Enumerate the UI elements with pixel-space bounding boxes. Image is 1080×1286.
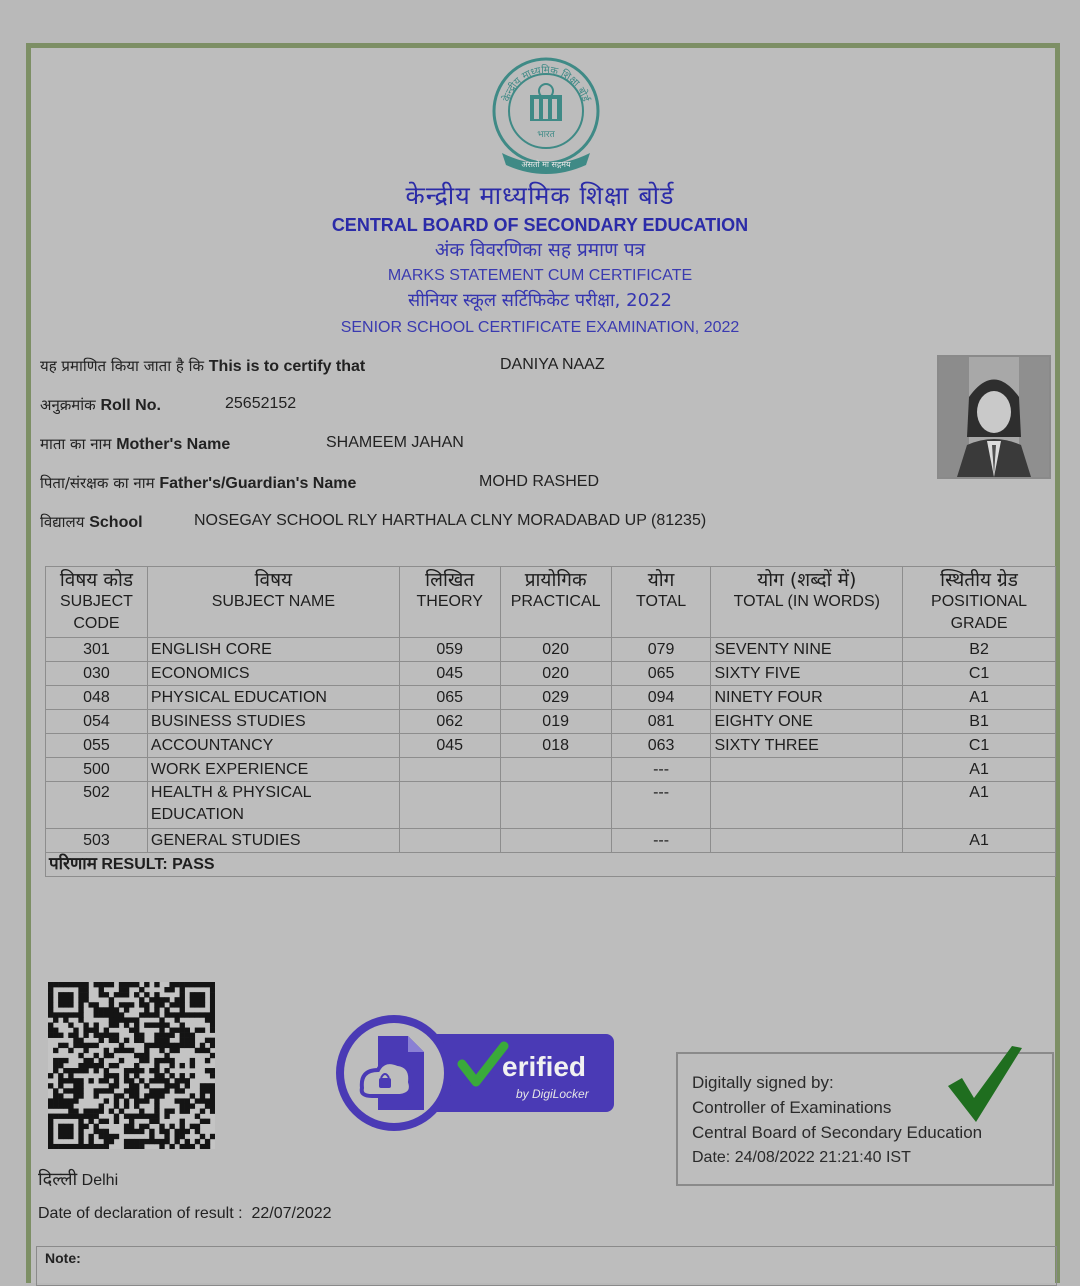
school-row — [40, 512, 707, 532]
theory-marks — [399, 758, 500, 782]
emblem-top-text: केन्द्रीय माध्यमिक शिक्षा बोर्ड — [501, 64, 591, 104]
mother-label-hindi: माता का नाम — [40, 435, 112, 453]
practical-marks — [500, 758, 611, 782]
total-marks: 063 — [611, 734, 711, 758]
father-name: MOHD RASHED — [479, 473, 600, 490]
result-label: RESULT: — [101, 856, 168, 873]
practical-marks: 019 — [500, 710, 611, 734]
practical-marks: 020 — [500, 638, 611, 662]
subject-code: 301 — [46, 638, 148, 662]
note-box — [36, 1246, 1057, 1286]
emblem-ribbon-text: असतो मा सद्गमय — [521, 160, 571, 169]
subject-name: ACCOUNTANCY — [147, 734, 399, 758]
total-marks: 094 — [611, 686, 711, 710]
table-row — [46, 758, 1056, 782]
marks-table — [45, 566, 1056, 877]
table-row — [46, 829, 1056, 853]
table-row — [46, 782, 1056, 829]
total-in-words: SIXTY THREE — [711, 734, 903, 758]
positional-grade: A1 — [903, 686, 1056, 710]
theory-marks: 065 — [399, 686, 500, 710]
table-row — [46, 638, 1056, 662]
result-row — [46, 853, 1056, 877]
signature-line-1: Digitally signed by: — [692, 1073, 834, 1092]
header-total: योग TOTAL — [611, 567, 711, 638]
subject-code: 055 — [46, 734, 148, 758]
practical-marks: 029 — [500, 686, 611, 710]
positional-grade: A1 — [903, 758, 1056, 782]
signature-line-2: Controller of Examinations — [692, 1098, 892, 1117]
emblem-center-text: भारत — [537, 130, 555, 140]
subject-code: 503 — [46, 829, 148, 853]
subject-name: GENERAL STUDIES — [147, 829, 399, 853]
signature-line-3: Central Board of Secondary Education — [692, 1123, 983, 1142]
subject-name: BUSINESS STUDIES — [147, 710, 399, 734]
theory-marks: 059 — [399, 638, 500, 662]
subject-code: 030 — [46, 662, 148, 686]
total-marks: --- — [611, 782, 711, 829]
roll-number: 25652152 — [225, 395, 297, 412]
certify-row — [40, 356, 605, 376]
table-row — [46, 734, 1056, 758]
subject-code: 054 — [46, 710, 148, 734]
father-label-hindi: पिता/संरक्षक का नाम — [40, 474, 155, 492]
positional-grade: C1 — [903, 734, 1056, 758]
roll-row — [40, 395, 297, 415]
mother-row — [40, 434, 464, 454]
board-name-english: CENTRAL BOARD OF SECONDARY EDUCATION — [331, 215, 749, 235]
student-name: DANIYA NAAZ — [500, 356, 605, 373]
total-in-words — [711, 758, 903, 782]
verified-text: erified — [502, 1051, 587, 1082]
header-theory: लिखित THEORY — [399, 567, 500, 638]
mother-name: SHAMEEM JAHAN — [326, 434, 464, 451]
total-marks: 079 — [611, 638, 711, 662]
total-in-words: EIGHTY ONE — [711, 710, 903, 734]
table-row — [46, 662, 1056, 686]
table-header-row — [46, 567, 1056, 638]
exam-title-english: SENIOR SCHOOL CERTIFICATE EXAMINATION, 2022 — [340, 319, 740, 336]
theory-marks: 045 — [399, 662, 500, 686]
cbse-emblem-icon — [490, 55, 602, 180]
roll-label-hindi: अनुक्रमांक — [40, 396, 96, 414]
document-title-english: MARKS STATEMENT CUM CERTIFICATE — [387, 267, 693, 284]
practical-marks — [500, 829, 611, 853]
board-name-hindi: केन्द्रीय माध्यमिक शिक्षा बोर्ड — [405, 181, 675, 210]
school-name: NOSEGAY SCHOOL RLY HARTHALA CLNY MORADABAD UP (81235) — [194, 512, 707, 529]
positional-grade: B1 — [903, 710, 1056, 734]
total-in-words — [711, 782, 903, 829]
total-in-words: SIXTY FIVE — [711, 662, 903, 686]
positional-grade: A1 — [903, 829, 1056, 853]
father-label-english: Father's/Guardian's Name — [159, 475, 357, 492]
subject-name: PHYSICAL EDUCATION — [147, 686, 399, 710]
subject-name: ENGLISH CORE — [147, 638, 399, 662]
header-practical: प्रायोगिक PRACTICAL — [500, 567, 611, 638]
result-cell — [46, 853, 1056, 877]
document-title-hindi: अंक विवरणिका सह प्रमाण पत्र — [434, 239, 646, 261]
subject-name: WORK EXPERIENCE — [147, 758, 399, 782]
father-row — [40, 473, 600, 493]
subject-code: 048 — [46, 686, 148, 710]
roll-label-english: Roll No. — [100, 397, 161, 414]
total-in-words — [711, 829, 903, 853]
exam-title-hindi: सीनियर स्कूल सर्टिफिकेट परीक्षा, 2022 — [408, 290, 672, 311]
theory-marks: 045 — [399, 734, 500, 758]
header-subject-code: विषय कोड SUBJECT CODE — [46, 567, 148, 638]
positional-grade: C1 — [903, 662, 1056, 686]
result-value: PASS — [172, 856, 215, 873]
result-label-hindi: परिणाम — [49, 854, 97, 874]
qr-code-icon — [48, 982, 215, 1149]
theory-marks: 062 — [399, 710, 500, 734]
table-row — [46, 686, 1056, 710]
table-row — [46, 710, 1056, 734]
header-total-words: योग (शब्दों में) TOTAL (IN WORDS) — [711, 567, 903, 638]
subject-code: 502 — [46, 782, 148, 829]
signature-checkmark-icon — [940, 1042, 1024, 1124]
total-marks: --- — [611, 758, 711, 782]
mother-label-english: Mother's Name — [116, 436, 231, 453]
total-marks: 065 — [611, 662, 711, 686]
total-in-words: SEVENTY NINE — [711, 638, 903, 662]
student-photo — [937, 355, 1051, 479]
signature-date: Date: 24/08/2022 21:21:40 IST — [692, 1149, 911, 1166]
positional-grade: A1 — [903, 782, 1056, 829]
digilocker-text: by DigiLocker — [516, 1087, 589, 1101]
note-label: Note: — [45, 1250, 81, 1266]
theory-marks — [399, 782, 500, 829]
digilocker-verified-badge — [332, 1014, 616, 1132]
total-marks: 081 — [611, 710, 711, 734]
total-in-words: NINETY FOUR — [711, 686, 903, 710]
practical-marks — [500, 782, 611, 829]
practical-marks: 018 — [500, 734, 611, 758]
positional-grade: B2 — [903, 638, 1056, 662]
declaration-date: Date of declaration of result : 22/07/2022 — [38, 1205, 332, 1222]
theory-marks — [399, 829, 500, 853]
subject-name: ECONOMICS — [147, 662, 399, 686]
certify-label-hindi: यह प्रमाणित किया जाता है कि — [40, 357, 204, 375]
certify-label-english: This is to certify that — [208, 358, 366, 375]
subject-name: HEALTH & PHYSICAL EDUCATION — [147, 782, 399, 829]
school-label-hindi: विद्यालय — [40, 513, 85, 531]
header-subject-name: विषय SUBJECT NAME — [147, 567, 399, 638]
school-label-english: School — [89, 514, 143, 531]
practical-marks: 020 — [500, 662, 611, 686]
issue-city: दिल्ली Delhi — [38, 1169, 119, 1190]
total-marks: --- — [611, 829, 711, 853]
header-grade: स्थितीय ग्रेड POSITIONAL GRADE — [903, 567, 1056, 638]
subject-code: 500 — [46, 758, 148, 782]
